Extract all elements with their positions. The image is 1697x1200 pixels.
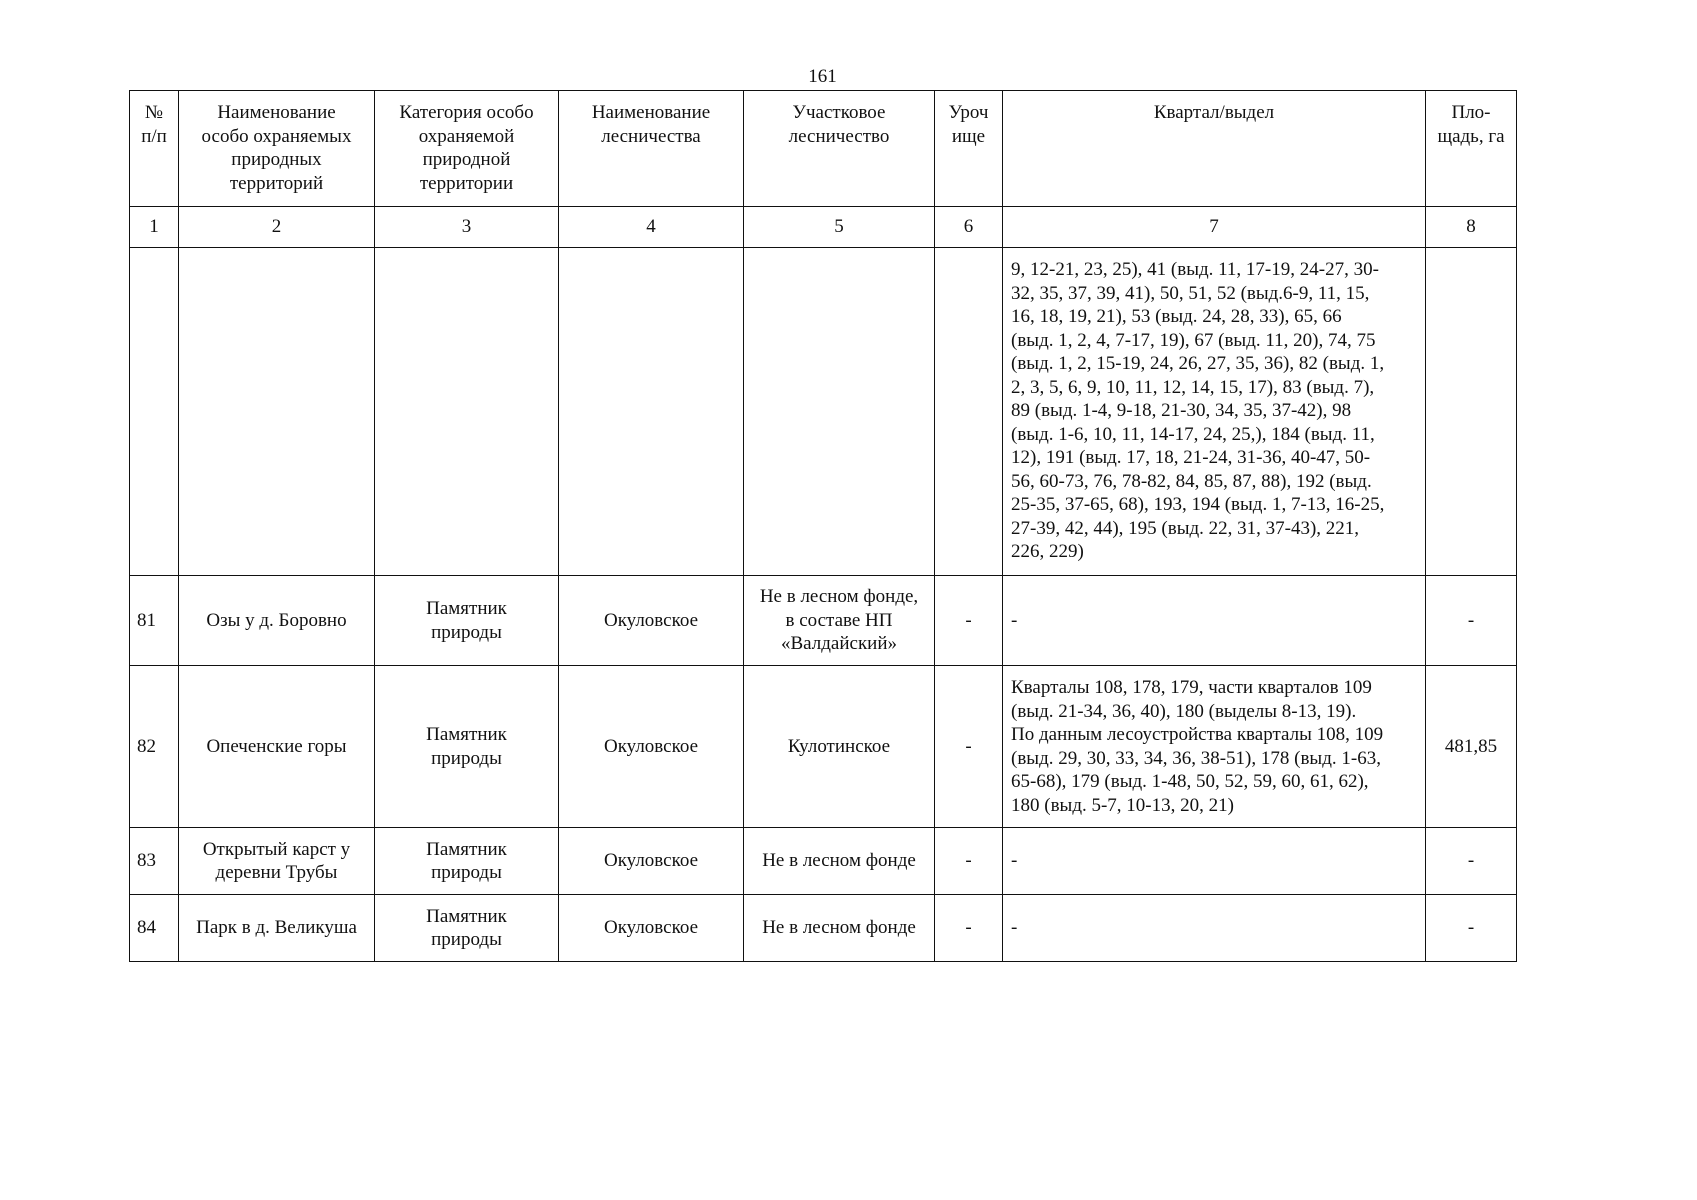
cell-area: - xyxy=(1426,895,1517,962)
cell-uchastkovoe: Не в лесном фонде, в составе НП «Валдайский» xyxy=(744,576,935,666)
header-urochishche: Уроч ище xyxy=(935,91,1003,207)
cell-area: - xyxy=(1426,576,1517,666)
header-lesnichestvo: Наименование лесничества xyxy=(559,91,744,207)
cell-name xyxy=(179,248,375,576)
cell-lesnichestvo: Окуловское xyxy=(559,895,744,962)
cell-kvartal: - xyxy=(1003,828,1426,895)
cell-category: Памятник природы xyxy=(375,828,559,895)
table-row-82 xyxy=(130,666,1517,828)
cell-urochishche: - xyxy=(935,895,1003,962)
column-number: 1 xyxy=(130,207,179,248)
cell-category: Памятник природы xyxy=(375,576,559,666)
cell-area: 481,85 xyxy=(1426,666,1517,828)
header-kvartal: Квартал/выдел xyxy=(1003,91,1426,207)
column-number: 5 xyxy=(744,207,935,248)
cell-uchastkovoe xyxy=(744,248,935,576)
cell-num xyxy=(130,248,179,576)
header-category: Категория особо охраняемой природной территории xyxy=(375,91,559,207)
cell-name: Опеченские горы xyxy=(179,666,375,828)
column-number: 8 xyxy=(1426,207,1517,248)
cell-name: Озы у д. Боровно xyxy=(179,576,375,666)
cell-kvartal: - xyxy=(1003,895,1426,962)
column-number: 3 xyxy=(375,207,559,248)
cell-lesnichestvo: Окуловское xyxy=(559,576,744,666)
cell-kvartal: - xyxy=(1003,576,1426,666)
cell-lesnichestvo: Окуловское xyxy=(559,666,744,828)
column-number-row xyxy=(130,207,1517,248)
cell-urochishche xyxy=(935,248,1003,576)
cell-uchastkovoe: Не в лесном фонде xyxy=(744,828,935,895)
cell-num: 83 xyxy=(130,828,179,895)
cell-area: - xyxy=(1426,828,1517,895)
column-number: 7 xyxy=(1003,207,1426,248)
cell-num: 82 xyxy=(130,666,179,828)
cell-uchastkovoe: Кулотинское xyxy=(744,666,935,828)
cell-urochishche: - xyxy=(935,576,1003,666)
table-row-84 xyxy=(130,895,1517,962)
header-area: Пло- щадь, га xyxy=(1426,91,1517,207)
cell-lesnichestvo: Окуловское xyxy=(559,828,744,895)
cell-area xyxy=(1426,248,1517,576)
page-number: 161 xyxy=(808,66,837,87)
column-number: 4 xyxy=(559,207,744,248)
cell-uchastkovoe: Не в лесном фонде xyxy=(744,895,935,962)
cell-kvartal: Кварталы 108, 178, 179, части кварталов 109 (выд. 21-34, 36, 40), 180 (выделы 8-13, 19). По данным лесоустройства кварталы 108, 109 (выд. 29, 30, 33, 34, 36, 38-51), 178 (выд. 1-63, 65-68), 179 (выд. 1-48, 50, 52, 59, 60, 61, 62), 180 (выд. 5-7, 10-13, 20, 21) xyxy=(1003,666,1426,828)
column-number: 6 xyxy=(935,207,1003,248)
cell-name: Открытый карст у деревни Трубы xyxy=(179,828,375,895)
cell-category: Памятник природы xyxy=(375,895,559,962)
cell-category: Памятник природы xyxy=(375,666,559,828)
column-number: 2 xyxy=(179,207,375,248)
cell-urochishche: - xyxy=(935,666,1003,828)
cell-urochishche: - xyxy=(935,828,1003,895)
cell-lesnichestvo xyxy=(559,248,744,576)
protected-areas-table xyxy=(129,90,1517,962)
cell-num: 84 xyxy=(130,895,179,962)
cell-kvartal: 9, 12-21, 23, 25), 41 (выд. 11, 17-19, 24-27, 30- 32, 35, 37, 39, 41), 50, 51, 52 (выд.6-9, 11, 15, 16, 18, 19, 21), 53 (выд. 24, 28, 33), 65, 66 (выд. 1, 2, 4, 7-17, 19), 67 (выд. 11, 20), 74, 75 (выд. 1, 2, 15-19, 24, 26, 27, 35, 36), 82 (выд. 1, 2, 3, 5, 6, 9, 10, 11, 12, 14, 15, 17), 83 (выд. 7), 89 (выд. 1-4, 9-18, 21-30, 34, 35, 37-42), 98 (выд. 1-6, 10, 11, 14-17, 24, 25,), 184 (выд. 11, 12), 191 (выд. 17, 18, 21-24, 31-36, 40-47, 50- 56, 60-73, 76, 78-82, 84, 85, 87, 88), 192 (выд. 25-35, 37-65, 68), 193, 194 (выд. 1, 7-13, 16-25, 27-39, 42, 44), 195 (выд. 22, 31, 37-43), 221, 226, 229) xyxy=(1003,248,1426,576)
header-name: Наименование особо охраняемых природных территорий xyxy=(179,91,375,207)
table-row-81 xyxy=(130,576,1517,666)
table-row-continuation xyxy=(130,248,1517,576)
cell-category xyxy=(375,248,559,576)
header-uchastkovoe: Участковое лесничество xyxy=(744,91,935,207)
cell-name: Парк в д. Великуша xyxy=(179,895,375,962)
cell-num: 81 xyxy=(130,576,179,666)
table-header-row xyxy=(130,91,1517,207)
table-row-83 xyxy=(130,828,1517,895)
header-num: № п/п xyxy=(130,91,179,207)
